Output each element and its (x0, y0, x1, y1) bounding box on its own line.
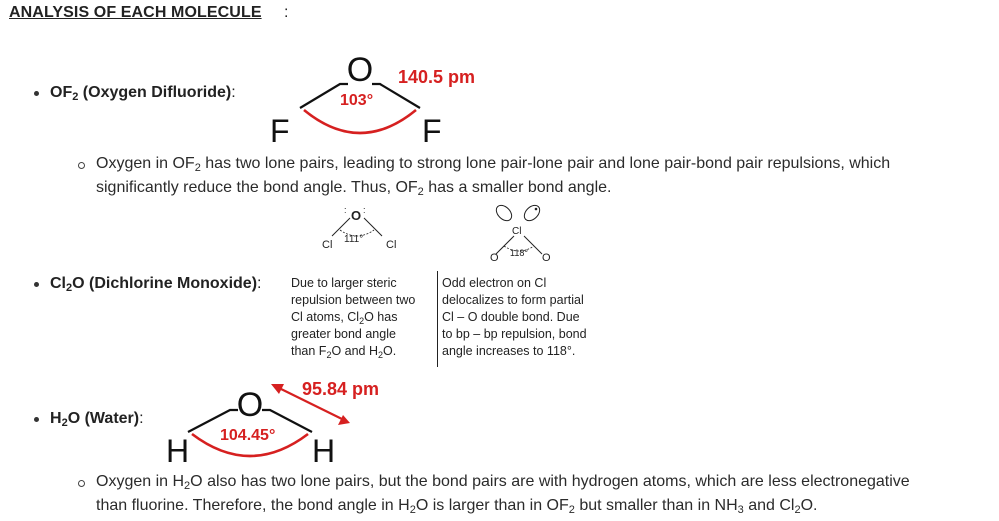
sub-bullet-circle (78, 162, 85, 169)
of2-desc-line2: significantly reduce the bond angle. Thus, $OF_2$ has a smaller bond angle. (96, 179, 612, 198)
of2-desc-line1: Oxygen in $OF_2$ has two lone pairs, leading to strong lone pair-lone pair and lone pair-bond pair repulsions, which (96, 155, 891, 174)
cl2o-label: $Cl_2O$ (Dichlorine Monoxide) (50, 275, 258, 294)
cl2o-colon: : (257, 275, 262, 292)
of2-atom-f-left: F (270, 113, 290, 149)
cl2o-diagram-2 (480, 200, 560, 262)
bullet-dot (34, 282, 39, 287)
cl2o-left-line: greater bond angle (291, 327, 396, 341)
cl2o-left-text (291, 275, 435, 360)
h2o-bond-length: 95.84 pm (302, 379, 380, 399)
cl2o-d1-lonepair2: : (363, 205, 366, 215)
cl2o-d2-atom-o-right: O (542, 252, 551, 262)
page-title-colon: : (284, 4, 289, 21)
cl2o-d1-angle: 111° (344, 234, 364, 245)
cl2o-d1-bond-right (364, 218, 382, 236)
cl2o-d1-atom-cl-right: Cl (386, 239, 397, 251)
cl2o-left-line: repulsion between two (291, 293, 416, 307)
of2-label: $OF_2$ (Oxygen Difluoride) (50, 84, 232, 103)
column-divider (437, 271, 438, 367)
page-title (9, 4, 262, 22)
cl2o-right-line: Cl – O double bond. Due (442, 310, 580, 324)
of2-angle-label: 103° (340, 92, 374, 109)
orbital-right-icon (521, 202, 542, 223)
of2-description (96, 152, 890, 200)
cl2o-d2-atom-cl: Cl (512, 226, 522, 237)
of2-angle-arc (304, 110, 416, 133)
of2-bullet (34, 84, 236, 102)
h2o-desc-line1: Oxygen in $H_2O$ also has two lone pairs, but the bond pairs are with hydrogen atoms, which are less electronegative (96, 473, 910, 492)
cl2o-left-line: than $F_2O$ and $H_2O$. (291, 344, 397, 360)
orbital-left-icon (493, 202, 514, 223)
odd-electron-dot (535, 208, 538, 211)
cl2o-left-line: Due to larger steric (291, 276, 397, 290)
cl2o-d2-angle: 118° (510, 248, 528, 258)
cl2o-d1-atom-o: O (351, 208, 362, 223)
bullet-dot (34, 91, 39, 96)
cl2o-bullet (34, 275, 261, 293)
cl2o-right-text (442, 275, 608, 360)
h2o-angle-label: 104.45° (220, 427, 276, 444)
cl2o-right-line: delocalizes to form partial (442, 293, 584, 307)
h2o-atom-h-right: H (312, 433, 336, 469)
h2o-atom-h-left: H (166, 433, 190, 469)
cl2o-right-line: to bp – bp repulsion, bond (442, 327, 587, 341)
of2-atom-o: O (346, 51, 374, 89)
h2o-bullet (34, 410, 144, 428)
of2-bond-length: 140.5 pm (398, 67, 476, 87)
cl2o-d1-lonepair: : (344, 205, 347, 215)
cl2o-right-line: angle increases to 118°. (442, 344, 576, 358)
of2-diagram (262, 38, 488, 150)
h2o-label: $H_2O$ (Water) (50, 410, 140, 429)
of2-bond-right (372, 84, 420, 108)
cl2o-right-line: Odd electron on Cl (442, 276, 547, 290)
sub-bullet-circle (78, 480, 85, 487)
of2-colon: : (231, 84, 236, 101)
h2o-atom-o: O (236, 386, 264, 424)
h2o-description (96, 470, 910, 518)
h2o-diagram (158, 370, 390, 470)
of2-atom-f-right: F (422, 113, 442, 149)
cl2o-left-line: Cl atoms, $Cl_2O$ has (291, 310, 398, 326)
h2o-colon: : (139, 410, 144, 427)
cl2o-d2-atom-o-left: O (490, 252, 499, 262)
cl2o-diagram-1 (318, 202, 408, 258)
bullet-dot (34, 417, 39, 422)
arrowhead-icon (338, 415, 350, 425)
h2o-desc-line2: than fluorine. Therefore, the bond angle in $H_2O$ is larger than in $OF_2$ but smaller than in $NH_3$ and $Cl_2O$. (96, 497, 818, 516)
cl2o-d1-atom-cl-left: Cl (322, 239, 333, 251)
page-title-text: ANALYSIS OF EACH MOLECULE (9, 4, 262, 21)
